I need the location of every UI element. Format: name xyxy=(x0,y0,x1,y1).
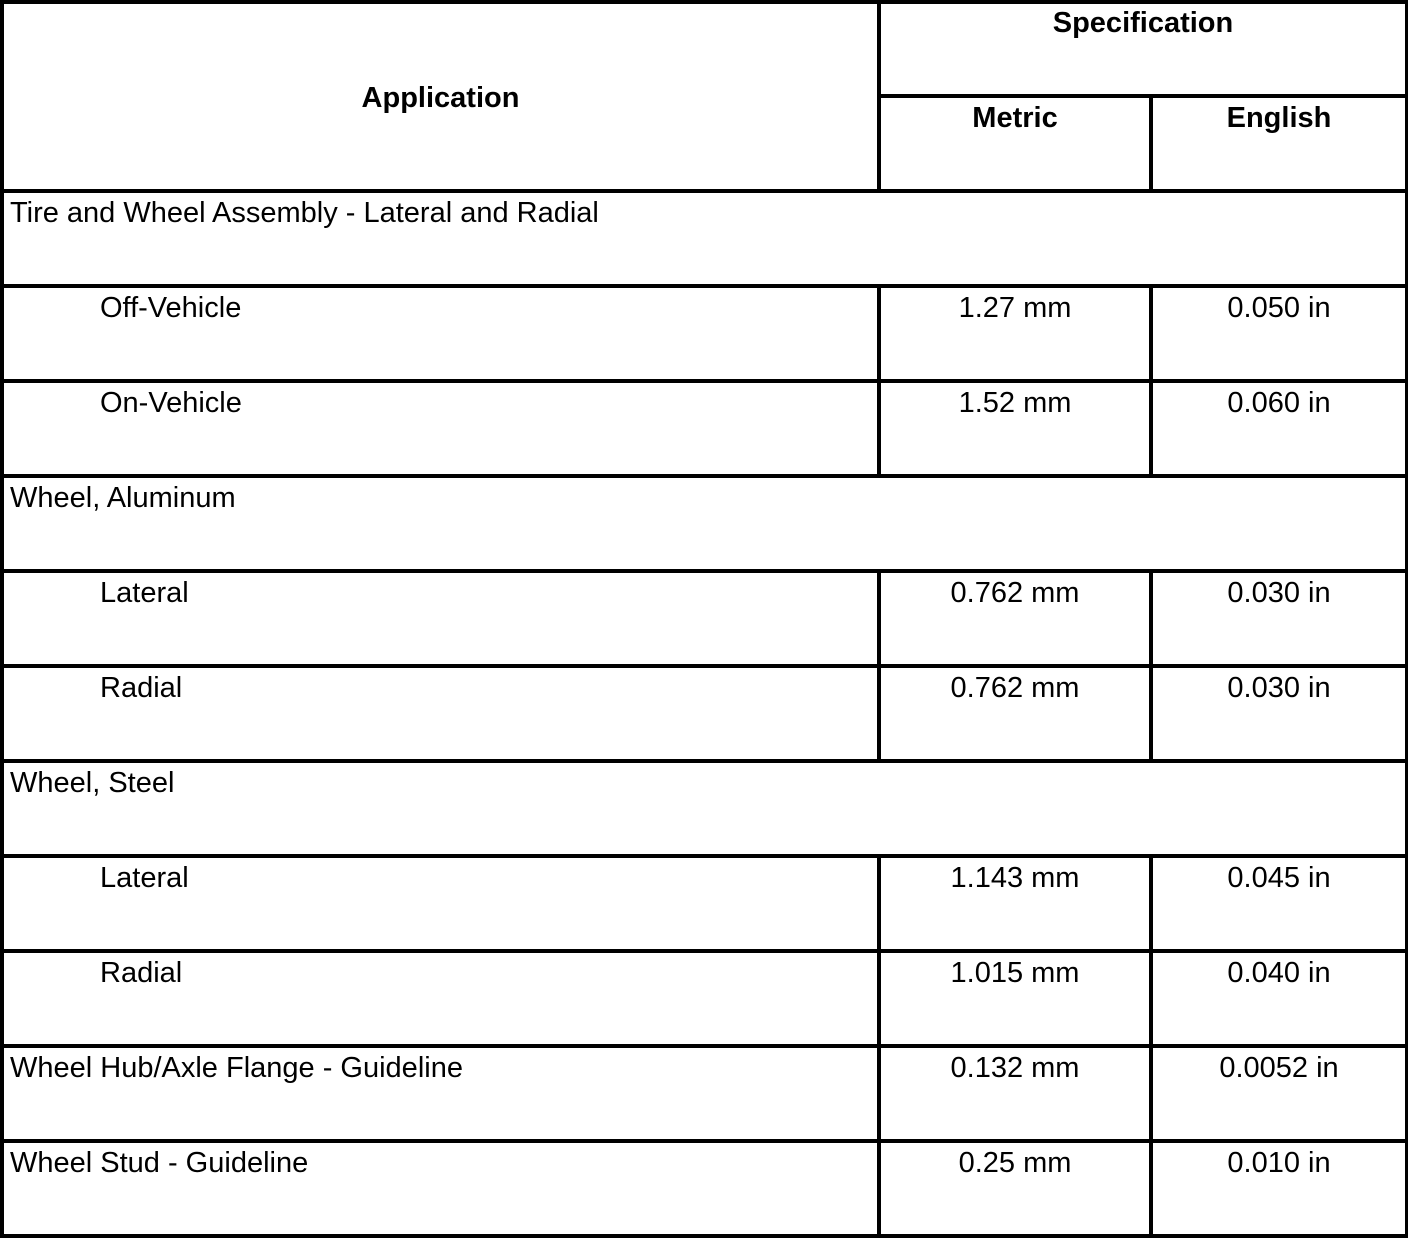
english-cell: 0.030 in xyxy=(1151,666,1407,761)
table-row xyxy=(2,381,1407,476)
application-cell: On-Vehicle xyxy=(2,381,879,476)
metric-cell: 1.27 mm xyxy=(879,286,1151,381)
header-specification: Specification xyxy=(879,2,1407,96)
table-row xyxy=(2,666,1407,761)
english-cell: 0.010 in xyxy=(1151,1141,1407,1236)
section-label: Wheel, Aluminum xyxy=(2,476,1407,571)
header-row-top xyxy=(2,2,1407,96)
header-application: Application xyxy=(2,2,879,191)
table-row xyxy=(2,571,1407,666)
header-metric: Metric xyxy=(879,96,1151,191)
metric-cell: 0.25 mm xyxy=(879,1141,1151,1236)
metric-cell: 1.143 mm xyxy=(879,856,1151,951)
application-cell: Lateral xyxy=(2,571,879,666)
section-label: Tire and Wheel Assembly - Lateral and Radial xyxy=(2,191,1407,286)
header-english: English xyxy=(1151,96,1407,191)
application-cell: Wheel Stud - Guideline xyxy=(2,1141,879,1236)
metric-cell: 1.52 mm xyxy=(879,381,1151,476)
english-cell: 0.050 in xyxy=(1151,286,1407,381)
section-row xyxy=(2,761,1407,856)
section-label: Wheel, Steel xyxy=(2,761,1407,856)
application-cell: Radial xyxy=(2,951,879,1046)
metric-cell: 0.132 mm xyxy=(879,1046,1151,1141)
metric-cell: 1.015 mm xyxy=(879,951,1151,1046)
english-cell: 0.040 in xyxy=(1151,951,1407,1046)
english-cell: 0.060 in xyxy=(1151,381,1407,476)
table-row xyxy=(2,1046,1407,1141)
application-cell: Off-Vehicle xyxy=(2,286,879,381)
application-cell: Radial xyxy=(2,666,879,761)
metric-cell: 0.762 mm xyxy=(879,666,1151,761)
table-body xyxy=(2,191,1407,1236)
english-cell: 0.045 in xyxy=(1151,856,1407,951)
english-cell: 0.0052 in xyxy=(1151,1046,1407,1141)
table-row xyxy=(2,951,1407,1046)
application-cell: Lateral xyxy=(2,856,879,951)
application-cell: Wheel Hub/Axle Flange - Guideline xyxy=(2,1046,879,1141)
table-row xyxy=(2,286,1407,381)
table-row xyxy=(2,856,1407,951)
section-row xyxy=(2,191,1407,286)
section-row xyxy=(2,476,1407,571)
metric-cell: 0.762 mm xyxy=(879,571,1151,666)
english-cell: 0.030 in xyxy=(1151,571,1407,666)
